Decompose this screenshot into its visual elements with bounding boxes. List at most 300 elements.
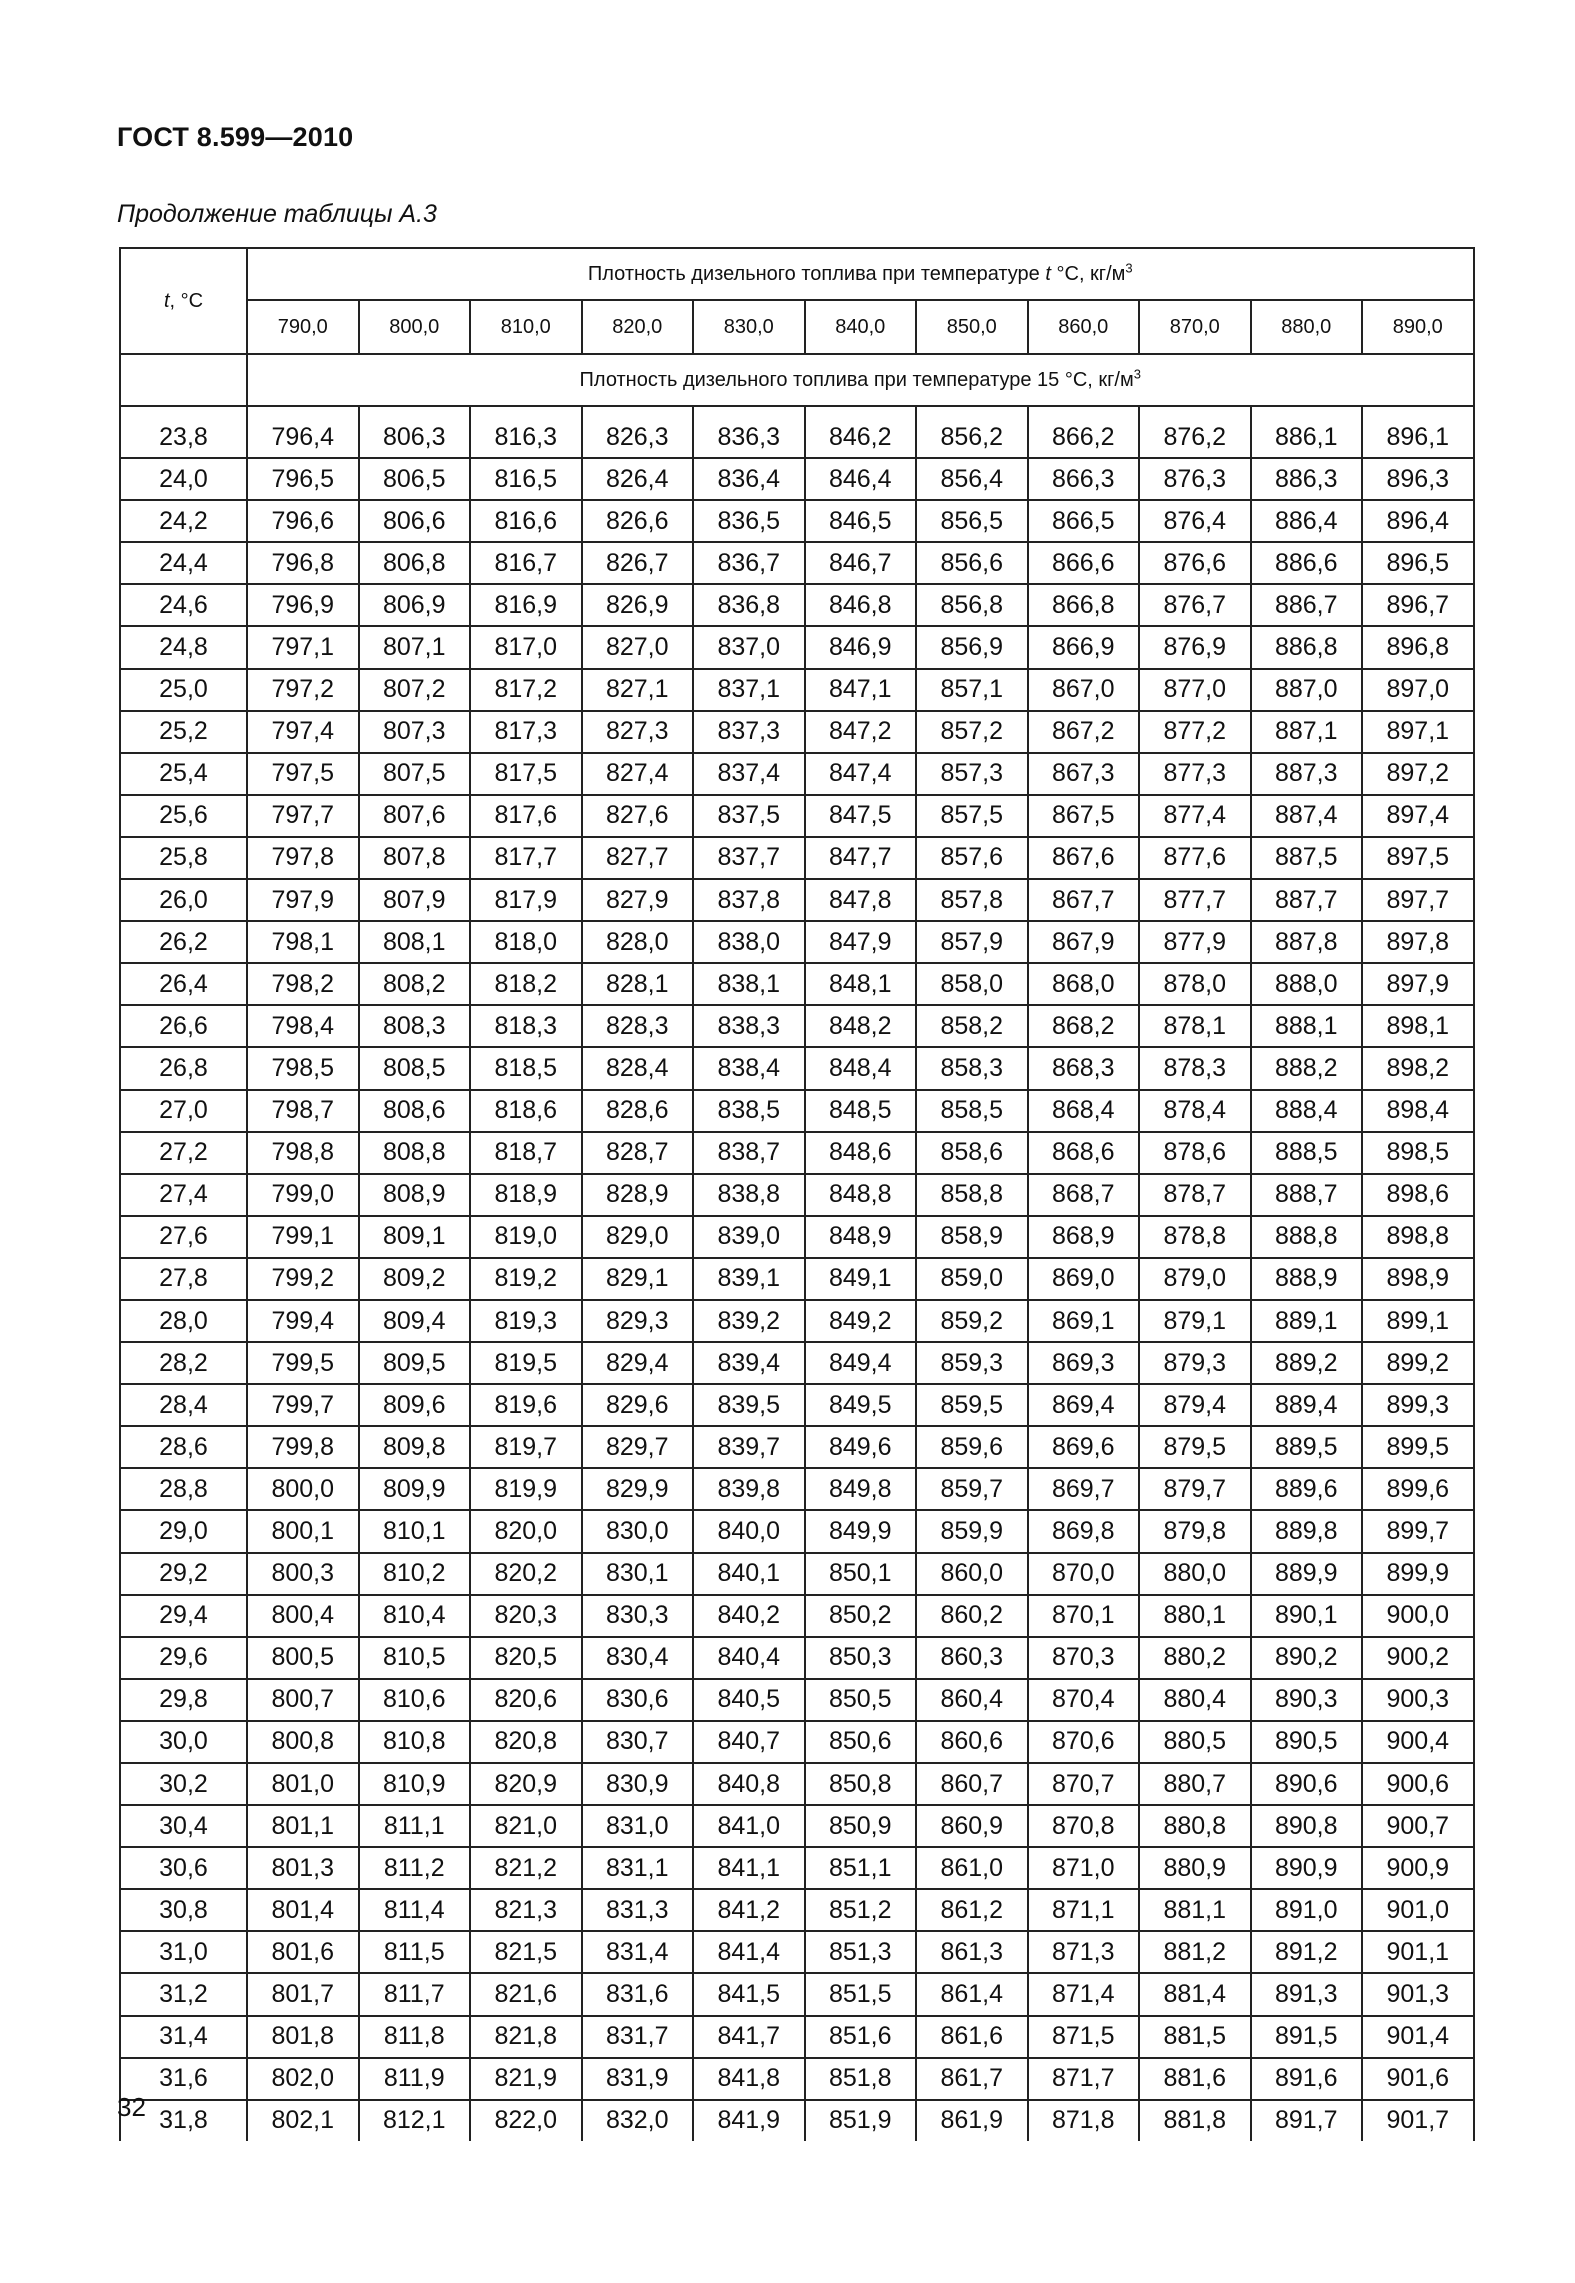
density-cell: 859,6: [916, 1426, 1028, 1468]
density-cell: 809,5: [359, 1342, 471, 1384]
density-cell: 886,7: [1251, 584, 1363, 626]
spacer-cell: [1362, 406, 1474, 417]
density-cell: 867,3: [1028, 753, 1140, 795]
density-cell: 886,3: [1251, 458, 1363, 500]
page-number: 32: [117, 2092, 146, 2122]
temperature-cell: 24,8: [120, 626, 247, 668]
temperature-cell: 28,0: [120, 1300, 247, 1342]
density-cell: 878,8: [1139, 1216, 1251, 1258]
density-cell: 896,1: [1362, 417, 1474, 458]
density-cell: 800,8: [247, 1721, 359, 1763]
density-cell: 856,6: [916, 542, 1028, 584]
density-cell: 809,8: [359, 1426, 471, 1468]
density-cell: 841,7: [693, 2016, 805, 2058]
density-cell: 821,8: [470, 2016, 582, 2058]
density-cell: 818,6: [470, 1090, 582, 1132]
density-cell: 850,5: [805, 1679, 917, 1721]
density-values-header-row: [120, 300, 1474, 354]
density-cell: 857,3: [916, 753, 1028, 795]
density-cell: 858,9: [916, 1216, 1028, 1258]
density-cell: 880,8: [1139, 1805, 1251, 1847]
density-cell: 798,8: [247, 1132, 359, 1174]
density-cell: 837,8: [693, 879, 805, 921]
temperature-cell: 29,2: [120, 1553, 247, 1595]
density-cell: 817,2: [470, 669, 582, 711]
density-cell: 879,4: [1139, 1384, 1251, 1426]
density-cell: 827,4: [582, 753, 694, 795]
density-cell: 851,3: [805, 1931, 917, 1973]
temperature-cell: 29,0: [120, 1510, 247, 1552]
density-cell: 839,4: [693, 1342, 805, 1384]
table-row: [120, 921, 1474, 963]
density-cell: 827,1: [582, 669, 694, 711]
density-cell: 860,6: [916, 1721, 1028, 1763]
density-cell: 861,0: [916, 1847, 1028, 1889]
density-cell: 891,7: [1251, 2100, 1363, 2141]
density-cell: 887,1: [1251, 711, 1363, 753]
density-cell: 898,2: [1362, 1047, 1474, 1089]
density-cell: 819,2: [470, 1258, 582, 1300]
density-cell: 859,2: [916, 1300, 1028, 1342]
density-cell: 868,4: [1028, 1090, 1140, 1132]
density-cell: 856,2: [916, 417, 1028, 458]
density-cell: 897,0: [1362, 669, 1474, 711]
density-cell: 816,3: [470, 417, 582, 458]
temperature-column-header: t, °С: [120, 248, 247, 354]
density-column-header: 860,0: [1028, 300, 1140, 354]
density-cell: 856,5: [916, 500, 1028, 542]
density-cell: 881,2: [1139, 1931, 1251, 1973]
density-cell: 887,0: [1251, 669, 1363, 711]
density-cell: 830,1: [582, 1553, 694, 1595]
density-cell: 857,1: [916, 669, 1028, 711]
density-cell: 896,3: [1362, 458, 1474, 500]
density-cell: 890,6: [1251, 1763, 1363, 1805]
density-cell: 800,3: [247, 1553, 359, 1595]
density-cell: 861,3: [916, 1931, 1028, 1973]
density-cell: 870,4: [1028, 1679, 1140, 1721]
density-cell: 838,1: [693, 963, 805, 1005]
density-cell: 850,3: [805, 1637, 917, 1679]
table-caption: Продолжение таблицы А.3: [117, 200, 437, 228]
spacer-cell: [582, 406, 694, 417]
density-cell: 820,5: [470, 1637, 582, 1679]
density-cell: 886,6: [1251, 542, 1363, 584]
density-cell: 808,6: [359, 1090, 471, 1132]
density-cell: 848,2: [805, 1005, 917, 1047]
density-cell: 896,8: [1362, 626, 1474, 668]
density-cell: 807,3: [359, 711, 471, 753]
temperature-cell: 28,6: [120, 1426, 247, 1468]
density-cell: 856,4: [916, 458, 1028, 500]
density-cell: 867,0: [1028, 669, 1140, 711]
density-cell: 806,5: [359, 458, 471, 500]
density-cell: 810,8: [359, 1721, 471, 1763]
density-cell: 858,0: [916, 963, 1028, 1005]
table-row: [120, 669, 1474, 711]
density-cell: 838,0: [693, 921, 805, 963]
density-cell: 878,0: [1139, 963, 1251, 1005]
density-cell: 807,5: [359, 753, 471, 795]
density-cell: 866,3: [1028, 458, 1140, 500]
density-cell: 807,6: [359, 795, 471, 837]
density-cell: 811,2: [359, 1847, 471, 1889]
table-row: [120, 500, 1474, 542]
density-cell: 887,3: [1251, 753, 1363, 795]
density-cell: 820,3: [470, 1595, 582, 1637]
density-cell: 869,8: [1028, 1510, 1140, 1552]
density-cell: 838,7: [693, 1132, 805, 1174]
table-row: [120, 626, 1474, 668]
density-cell: 886,1: [1251, 417, 1363, 458]
density-cell: 851,5: [805, 1973, 917, 2015]
density-cell: 900,3: [1362, 1679, 1474, 1721]
density-cell: 881,5: [1139, 2016, 1251, 2058]
table-row: [120, 584, 1474, 626]
density-cell: 801,7: [247, 1973, 359, 2015]
density-cell: 826,3: [582, 417, 694, 458]
density-cell: 837,4: [693, 753, 805, 795]
temperature-cell: 31,0: [120, 1931, 247, 1973]
density-cell: 899,3: [1362, 1384, 1474, 1426]
temperature-cell: 25,6: [120, 795, 247, 837]
density-cell: 841,4: [693, 1931, 805, 1973]
density-cell: 821,5: [470, 1931, 582, 1973]
temperature-cell: 30,2: [120, 1763, 247, 1805]
density-cell: 878,1: [1139, 1005, 1251, 1047]
table-row: [120, 1553, 1474, 1595]
density-cell: 839,8: [693, 1468, 805, 1510]
density-cell: 817,0: [470, 626, 582, 668]
density-cell: 896,4: [1362, 500, 1474, 542]
table-row: [120, 837, 1474, 879]
density-cell: 860,9: [916, 1805, 1028, 1847]
temperature-cell: 28,8: [120, 1468, 247, 1510]
density-cell: 828,6: [582, 1090, 694, 1132]
density-cell: 830,3: [582, 1595, 694, 1637]
density-cell: 818,9: [470, 1174, 582, 1216]
table-body: [120, 354, 1474, 2141]
density-cell: 818,0: [470, 921, 582, 963]
density-cell: 837,5: [693, 795, 805, 837]
density-cell: 849,5: [805, 1384, 917, 1426]
density-cell: 867,9: [1028, 921, 1140, 963]
density-cell: 890,9: [1251, 1847, 1363, 1889]
density-cell: 828,3: [582, 1005, 694, 1047]
spacer-cell: [120, 354, 247, 406]
temperature-cell: 24,2: [120, 500, 247, 542]
table-row: [120, 2016, 1474, 2058]
density-cell: 897,1: [1362, 711, 1474, 753]
density-cell: 821,9: [470, 2058, 582, 2100]
spacer-cell: [1139, 406, 1251, 417]
density-cell: 847,9: [805, 921, 917, 963]
density-cell: 829,9: [582, 1468, 694, 1510]
density-cell: 849,8: [805, 1468, 917, 1510]
table-row: [120, 2100, 1474, 2141]
spacer-cell: [916, 406, 1028, 417]
density-cell: 867,7: [1028, 879, 1140, 921]
density-cell: 819,9: [470, 1468, 582, 1510]
density-cell: 856,9: [916, 626, 1028, 668]
density-cell: 830,4: [582, 1637, 694, 1679]
temperature-cell: 25,8: [120, 837, 247, 879]
density-cell: 861,4: [916, 1973, 1028, 2015]
density-cell: 890,8: [1251, 1805, 1363, 1847]
density-cell: 827,0: [582, 626, 694, 668]
density-cell: 900,2: [1362, 1637, 1474, 1679]
density-cell: 819,6: [470, 1384, 582, 1426]
density-cell: 900,4: [1362, 1721, 1474, 1763]
density-cell: 900,0: [1362, 1595, 1474, 1637]
density-cell: 849,1: [805, 1258, 917, 1300]
density-cell: 888,7: [1251, 1174, 1363, 1216]
density-cell: 817,3: [470, 711, 582, 753]
density-cell: 850,1: [805, 1553, 917, 1595]
spacer-cell: [805, 406, 917, 417]
temperature-cell: 25,2: [120, 711, 247, 753]
temperature-cell: 30,6: [120, 1847, 247, 1889]
density-at-15-header: [247, 354, 1474, 406]
density-cell: 808,5: [359, 1047, 471, 1089]
density-cell: 847,1: [805, 669, 917, 711]
density-cell: 797,4: [247, 711, 359, 753]
density-cell: 868,9: [1028, 1216, 1140, 1258]
density-cell: 839,1: [693, 1258, 805, 1300]
density-cell: 846,8: [805, 584, 917, 626]
density-cell: 871,8: [1028, 2100, 1140, 2141]
density-cell: 821,3: [470, 1889, 582, 1931]
table-header: [120, 248, 1474, 354]
table-row: [120, 1763, 1474, 1805]
density-cell: 880,7: [1139, 1763, 1251, 1805]
density-cell: 891,6: [1251, 2058, 1363, 2100]
density-cell: 827,7: [582, 837, 694, 879]
table-row: [120, 1300, 1474, 1342]
density-cell: 889,2: [1251, 1342, 1363, 1384]
density-cell: 848,6: [805, 1132, 917, 1174]
density-cell: 826,6: [582, 500, 694, 542]
density-cell: 810,9: [359, 1763, 471, 1805]
density-cell: 809,2: [359, 1258, 471, 1300]
density-cell: 891,5: [1251, 2016, 1363, 2058]
density-cell: 839,0: [693, 1216, 805, 1258]
density-cell: 901,1: [1362, 1931, 1474, 1973]
density-cell: 810,1: [359, 1510, 471, 1552]
density-cell: 857,5: [916, 795, 1028, 837]
spacer-cell: [1028, 406, 1140, 417]
density-cell: 888,0: [1251, 963, 1363, 1005]
density-cell: 801,8: [247, 2016, 359, 2058]
density-cell: 820,2: [470, 1553, 582, 1595]
density-cell: 812,1: [359, 2100, 471, 2141]
density-cell: 876,3: [1139, 458, 1251, 500]
temperature-cell: 31,6: [120, 2058, 247, 2100]
density-cell: 876,7: [1139, 584, 1251, 626]
temperature-cell: 30,4: [120, 1805, 247, 1847]
density-cell: 871,3: [1028, 1931, 1140, 1973]
density-column-header: 840,0: [805, 300, 917, 354]
density-cell: 821,6: [470, 1973, 582, 2015]
temperature-cell: 27,4: [120, 1174, 247, 1216]
density-cell: 809,6: [359, 1384, 471, 1426]
density-cell: 878,3: [1139, 1047, 1251, 1089]
density-cell: 886,4: [1251, 500, 1363, 542]
density-cell: 811,4: [359, 1889, 471, 1931]
temperature-cell: 27,0: [120, 1090, 247, 1132]
density-cell: 861,9: [916, 2100, 1028, 2141]
density-cell: 829,6: [582, 1384, 694, 1426]
density-cell: 876,2: [1139, 417, 1251, 458]
density-cell: 881,4: [1139, 1973, 1251, 2015]
density-cell: 889,9: [1251, 1553, 1363, 1595]
density-cell: 816,7: [470, 542, 582, 584]
temperature-cell: 27,8: [120, 1258, 247, 1300]
density-cell: 798,4: [247, 1005, 359, 1047]
density-cell: 860,7: [916, 1763, 1028, 1805]
density-cell: 868,7: [1028, 1174, 1140, 1216]
table-row: [120, 1847, 1474, 1889]
table-row: [120, 1973, 1474, 2015]
density-cell: 866,9: [1028, 626, 1140, 668]
temperature-cell: 26,0: [120, 879, 247, 921]
density-cell: 866,8: [1028, 584, 1140, 626]
density-cell: 841,9: [693, 2100, 805, 2141]
density-cell: 871,0: [1028, 1847, 1140, 1889]
density-cell: 890,2: [1251, 1637, 1363, 1679]
density-cell: 888,4: [1251, 1090, 1363, 1132]
density-cell: 836,4: [693, 458, 805, 500]
density-cell: 818,5: [470, 1047, 582, 1089]
density-cell: 837,3: [693, 711, 805, 753]
density-cell: 797,2: [247, 669, 359, 711]
density-cell: 867,6: [1028, 837, 1140, 879]
density-cell: 828,7: [582, 1132, 694, 1174]
density-cell: 879,0: [1139, 1258, 1251, 1300]
density-cell: 808,2: [359, 963, 471, 1005]
density-cell: 838,8: [693, 1174, 805, 1216]
spacer-cell: [120, 406, 247, 417]
density-cell: 811,5: [359, 1931, 471, 1973]
table-row: [120, 753, 1474, 795]
density-column-header: 800,0: [359, 300, 471, 354]
density-cell: 831,6: [582, 1973, 694, 2015]
density-at-15-header-row: [120, 354, 1474, 406]
density-at-15-label: Плотность дизельного топлива при температуре 15 °С, кг/м: [579, 368, 1134, 391]
density-cell: 797,1: [247, 626, 359, 668]
spacer-cell: [247, 406, 359, 417]
density-cell: 848,8: [805, 1174, 917, 1216]
density-cell: 850,2: [805, 1595, 917, 1637]
density-cell: 900,9: [1362, 1847, 1474, 1889]
density-cell: 890,1: [1251, 1595, 1363, 1637]
density-cell: 831,3: [582, 1889, 694, 1931]
density-cell: 849,2: [805, 1300, 917, 1342]
density-cell: 846,5: [805, 500, 917, 542]
density-cell: 888,5: [1251, 1132, 1363, 1174]
density-cell: 848,4: [805, 1047, 917, 1089]
density-cell: 868,3: [1028, 1047, 1140, 1089]
density-cell: 827,3: [582, 711, 694, 753]
density-cell: 797,5: [247, 753, 359, 795]
density-cell: 841,5: [693, 1973, 805, 2015]
density-cell: 888,9: [1251, 1258, 1363, 1300]
spacer-cell: [1251, 406, 1363, 417]
temperature-cell: 27,2: [120, 1132, 247, 1174]
header-spacer-row: [120, 406, 1474, 417]
density-cell: 800,4: [247, 1595, 359, 1637]
density-cell: 898,1: [1362, 1005, 1474, 1047]
density-cell: 870,3: [1028, 1637, 1140, 1679]
density-cell: 880,4: [1139, 1679, 1251, 1721]
density-cell: 827,6: [582, 795, 694, 837]
density-cell: 847,2: [805, 711, 917, 753]
density-cell: 861,2: [916, 1889, 1028, 1931]
density-cell: 809,9: [359, 1468, 471, 1510]
table-row: [120, 1132, 1474, 1174]
density-cell: 861,7: [916, 2058, 1028, 2100]
density-cell: 797,7: [247, 795, 359, 837]
density-cell: 870,8: [1028, 1805, 1140, 1847]
density-cell: 807,9: [359, 879, 471, 921]
density-cell: 848,5: [805, 1090, 917, 1132]
density-cell: 880,9: [1139, 1847, 1251, 1889]
density-cell: 816,6: [470, 500, 582, 542]
density-cell: 849,4: [805, 1342, 917, 1384]
density-cell: 799,4: [247, 1300, 359, 1342]
density-cell: 817,9: [470, 879, 582, 921]
density-cell: 897,2: [1362, 753, 1474, 795]
density-cell: 798,1: [247, 921, 359, 963]
density-cell: 801,3: [247, 1847, 359, 1889]
density-cell: 896,5: [1362, 542, 1474, 584]
density-cell: 901,0: [1362, 1889, 1474, 1931]
density-cell: 889,1: [1251, 1300, 1363, 1342]
temperature-cell: 23,8: [120, 417, 247, 458]
density-cell: 839,2: [693, 1300, 805, 1342]
temperature-cell: 25,0: [120, 669, 247, 711]
density-cell: 887,8: [1251, 921, 1363, 963]
density-cell: 851,2: [805, 1889, 917, 1931]
density-cell: 830,6: [582, 1679, 694, 1721]
density-cell: 879,3: [1139, 1342, 1251, 1384]
density-cell: 800,5: [247, 1637, 359, 1679]
density-cell: 818,7: [470, 1132, 582, 1174]
density-cell: 886,8: [1251, 626, 1363, 668]
density-cell: 870,1: [1028, 1595, 1140, 1637]
density-cell: 899,2: [1362, 1342, 1474, 1384]
density-cell: 831,0: [582, 1805, 694, 1847]
density-cell: 808,3: [359, 1005, 471, 1047]
density-cell: 857,2: [916, 711, 1028, 753]
density-cell: 819,3: [470, 1300, 582, 1342]
density-cell: 858,8: [916, 1174, 1028, 1216]
density-cell: 890,5: [1251, 1721, 1363, 1763]
density-cell: 820,9: [470, 1763, 582, 1805]
density-cell: 878,7: [1139, 1174, 1251, 1216]
density-cell: 810,5: [359, 1637, 471, 1679]
density-cell: 798,5: [247, 1047, 359, 1089]
density-cell: 850,9: [805, 1805, 917, 1847]
table-row: [120, 2058, 1474, 2100]
density-cell: 828,1: [582, 963, 694, 1005]
density-cell: 877,7: [1139, 879, 1251, 921]
density-cell: 889,5: [1251, 1426, 1363, 1468]
density-cell: 839,7: [693, 1426, 805, 1468]
density-cell: 889,4: [1251, 1384, 1363, 1426]
density-cell: 889,8: [1251, 1510, 1363, 1552]
density-cell: 871,7: [1028, 2058, 1140, 2100]
